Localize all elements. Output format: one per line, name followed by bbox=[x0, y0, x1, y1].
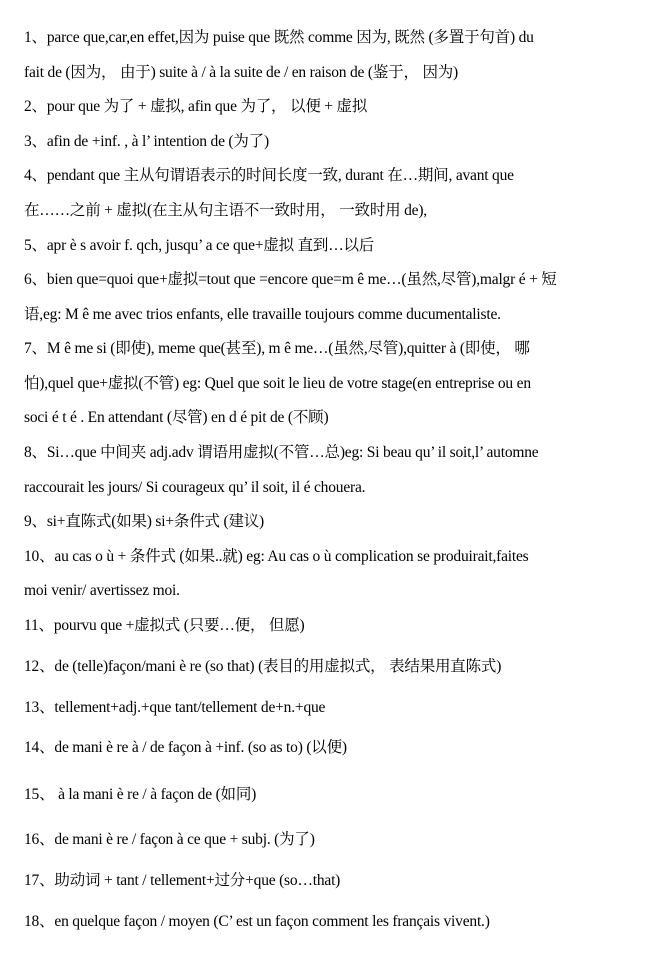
item-6-line-1: 6、bien que=quoi que+虚拟=tout que =encore que=m ê me…(虽然,尽管),malgr é + 短 bbox=[24, 271, 557, 288]
item-18-line-1: 18、en quelque façon / moyen (C’ est un façon comment les français vivent.) bbox=[24, 913, 490, 930]
item-8-line-1: 8、Si…que 中间夹 adj.adv 谓语用虚拟(不管…总)eg: Si beau qu’ il soit,l’ automne bbox=[24, 444, 539, 461]
item-1-line-1: 1、parce que,car,en effet,因为 puise que 既然 comme 因为, 既然 (多置于句首) du bbox=[24, 29, 534, 46]
item-7-line-3: soci é t é . En attendant (尽管) en d é pit de (不顾) bbox=[24, 409, 329, 426]
item-7-line-2: 怕),quel que+虚拟(不管) eg: Quel que soit le lieu de votre stage(en entreprise ou en bbox=[24, 375, 531, 392]
item-6-line-2: 语,eg: M ê me avec trios enfants, elle travaille toujours comme ducumentaliste. bbox=[24, 306, 501, 323]
item-1-line-2: fait de (因为， 由于) suite à / à la suite de / en raison de (鉴于， 因为) bbox=[24, 64, 459, 81]
item-10-line-1: 10、au cas o ù + 条件式 (如果..就) eg: Au cas o ù complication se produirait,faites bbox=[24, 548, 529, 565]
item-12-line-1: 12、de (telle)façon/mani è re (so that) (表目的用虚拟式， 表结果用直陈式) bbox=[24, 658, 502, 675]
item-16-line-1: 16、de mani è re / façon à ce que + subj. (为了) bbox=[24, 831, 315, 848]
item-10-line-2: moi venir/ avertissez moi. bbox=[24, 582, 180, 599]
item-13-line-1: 13、tellement+adj.+que tant/tellement de+n.+que bbox=[24, 699, 326, 716]
item-7-line-1: 7、M ê me si (即使), meme que(甚至), m ê me…(虽然,尽管),quitter à (即使， 哪 bbox=[24, 340, 530, 357]
item-2-line-1: 2、pour que 为了 + 虚拟, afin que 为了， 以便 + 虚拟 bbox=[24, 98, 368, 115]
item-4-line-1: 4、pendant que 主从句谓语表示的时间长度一致, durant 在…期间, avant que bbox=[24, 167, 514, 184]
item-9-line-1: 9、si+直陈式(如果) si+条件式 (建议) bbox=[24, 513, 265, 530]
item-5-line-1: 5、apr è s avoir f. qch, jusqu’ a ce que+虚拟 直到…以后 bbox=[24, 237, 375, 254]
item-15-line-1: 15、 à la mani è re / à façon de (如同) bbox=[24, 786, 257, 803]
item-3-line-1: 3、afin de +inf. , à l’ intention de (为了) bbox=[24, 133, 269, 150]
item-8-line-2: raccourait les jours/ Si courageux qu’ il soit, il é chouera. bbox=[24, 479, 366, 496]
item-11-line-1: 11、pourvu que +虚拟式 (只要…便， 但愿) bbox=[24, 617, 305, 634]
item-17-line-1: 17、助动词 + tant / tellement+过分+que (so…that) bbox=[24, 872, 341, 889]
item-14-line-1: 14、de mani è re à / de façon à +inf. (so as to) (以便) bbox=[24, 739, 347, 756]
item-4-line-2: 在……之前 + 虚拟(在主从句主语不一致时用， 一致时用 de), bbox=[24, 202, 427, 219]
